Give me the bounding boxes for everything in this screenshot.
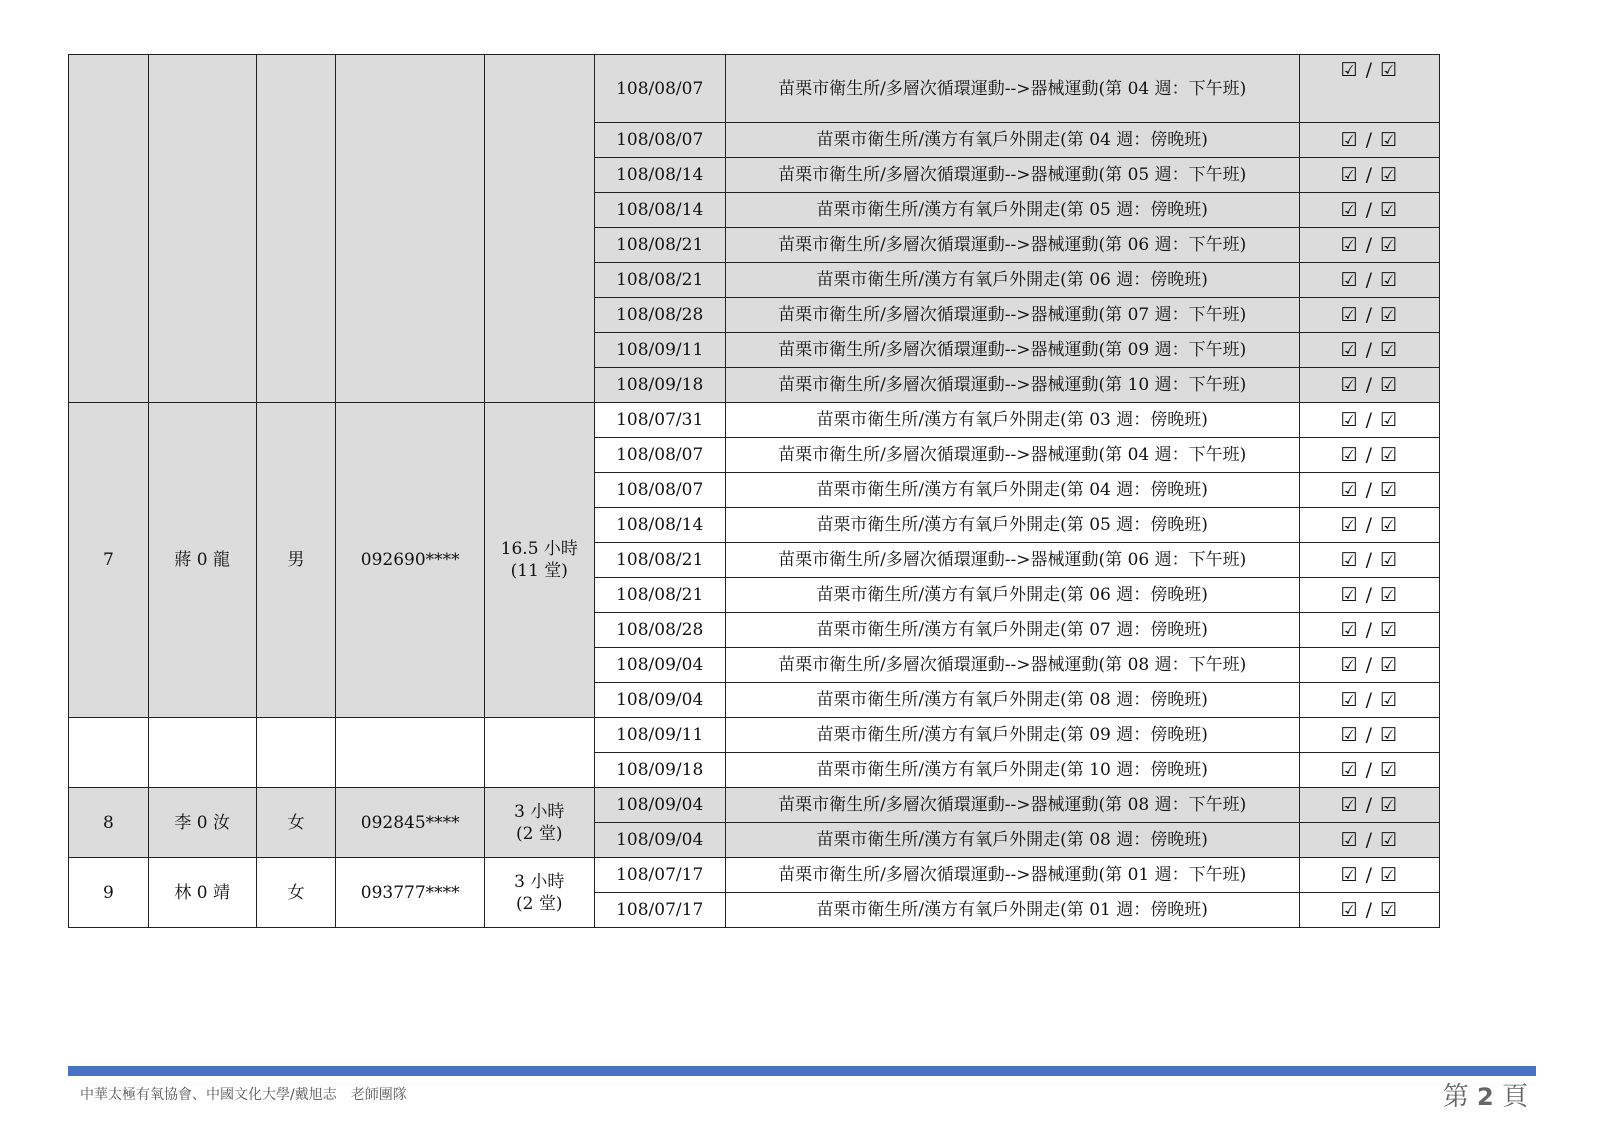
session-course: 苗栗市衛生所/漢方有氧戶外開走(第 06 週：傍晚班) (725, 263, 1299, 298)
attendance-check: ☑ / ☑ (1299, 508, 1439, 543)
attendance-check: ☑ / ☑ (1299, 858, 1439, 893)
session-date: 108/09/04 (594, 648, 725, 683)
participant-hours (484, 858, 594, 928)
attendance-check: ☑ / ☑ (1299, 158, 1439, 193)
session-course: 苗栗市衛生所/漢方有氧戶外開走(第 01 週：傍晚班) (725, 893, 1299, 928)
attendance-check: ☑ / ☑ (1299, 55, 1439, 123)
participant-name: 李 0 汝 (148, 788, 256, 858)
attendance-table (68, 54, 1440, 928)
session-date: 108/09/18 (594, 753, 725, 788)
attendance-check: ☑ / ☑ (1299, 683, 1439, 718)
session-course: 苗栗市衛生所/多層次循環運動-->器械運動(第 04 週：下午班) (725, 438, 1299, 473)
participant-gender: 男 (256, 403, 336, 718)
table-row (69, 55, 1440, 123)
table-row (69, 403, 1440, 438)
participant-gender: 女 (256, 858, 336, 928)
session-date: 108/08/21 (594, 228, 725, 263)
session-date: 108/08/14 (594, 158, 725, 193)
session-course: 苗栗市衛生所/多層次循環運動-->器械運動(第 04 週：下午班) (725, 55, 1299, 123)
attendance-check: ☑ / ☑ (1299, 403, 1439, 438)
participant-number: 8 (69, 788, 149, 858)
session-course: 苗栗市衛生所/漢方有氧戶外開走(第 06 週：傍晚班) (725, 578, 1299, 613)
session-course: 苗栗市衛生所/漢方有氧戶外開走(第 08 週：傍晚班) (725, 823, 1299, 858)
attendance-check: ☑ / ☑ (1299, 753, 1439, 788)
participant-phone: 092690**** (336, 403, 485, 718)
footer-bar (68, 1066, 1536, 1076)
session-date: 108/08/21 (594, 543, 725, 578)
session-course: 苗栗市衛生所/漢方有氧戶外開走(第 08 週：傍晚班) (725, 683, 1299, 718)
attendance-check: ☑ / ☑ (1299, 648, 1439, 683)
page-suffix: 頁 (1501, 1082, 1528, 1112)
session-date: 108/08/21 (594, 263, 725, 298)
table-row (69, 718, 1440, 753)
attendance-check: ☑ / ☑ (1299, 123, 1439, 158)
session-date: 108/09/04 (594, 823, 725, 858)
attendance-check: ☑ / ☑ (1299, 718, 1439, 753)
participant-number: 7 (69, 403, 149, 718)
participant-name: 蔣 0 龍 (148, 403, 256, 718)
session-course: 苗栗市衛生所/多層次循環運動-->器械運動(第 06 週：下午班) (725, 228, 1299, 263)
session-course: 苗栗市衛生所/漢方有氧戶外開走(第 07 週：傍晚班) (725, 613, 1299, 648)
hours-value: 3 小時 (514, 871, 565, 892)
session-course: 苗栗市衛生所/多層次循環運動-->器械運動(第 09 週：下午班) (725, 333, 1299, 368)
session-course: 苗栗市衛生所/多層次循環運動-->器械運動(第 10 週：下午班) (725, 368, 1299, 403)
session-date: 108/08/14 (594, 508, 725, 543)
session-date: 108/09/04 (594, 788, 725, 823)
session-date: 108/08/07 (594, 55, 725, 123)
session-course: 苗栗市衛生所/漢方有氧戶外開走(第 04 週：傍晚班) (725, 473, 1299, 508)
table-row (69, 858, 1440, 893)
session-date: 108/08/07 (594, 438, 725, 473)
sessions-value: (11 堂) (510, 561, 568, 581)
session-course: 苗栗市衛生所/漢方有氧戶外開走(第 03 週：傍晚班) (725, 403, 1299, 438)
session-date: 108/07/17 (594, 893, 725, 928)
attendance-check: ☑ / ☑ (1299, 543, 1439, 578)
page-prefix: 第 (1442, 1082, 1469, 1112)
participant-name: 林 0 靖 (148, 858, 256, 928)
session-course: 苗栗市衛生所/多層次循環運動-->器械運動(第 08 週：下午班) (725, 648, 1299, 683)
hours-value: 3 小時 (514, 801, 565, 822)
attendance-check: ☑ / ☑ (1299, 473, 1439, 508)
session-date: 108/08/14 (594, 193, 725, 228)
session-course: 苗栗市衛生所/漢方有氧戶外開走(第 09 週：傍晚班) (725, 718, 1299, 753)
attendance-check: ☑ / ☑ (1299, 193, 1439, 228)
attendance-check: ☑ / ☑ (1299, 578, 1439, 613)
session-course: 苗栗市衛生所/多層次循環運動-->器械運動(第 06 週：下午班) (725, 543, 1299, 578)
session-date: 108/08/21 (594, 578, 725, 613)
participant-number: 9 (69, 858, 149, 928)
session-date: 108/08/28 (594, 613, 725, 648)
session-course: 苗栗市衛生所/多層次循環運動-->器械運動(第 08 週：下午班) (725, 788, 1299, 823)
session-date: 108/08/07 (594, 123, 725, 158)
session-course: 苗栗市衛生所/漢方有氧戶外開走(第 04 週：傍晚班) (725, 123, 1299, 158)
participant-name (148, 718, 256, 788)
participant-hours (484, 403, 594, 718)
attendance-check: ☑ / ☑ (1299, 613, 1439, 648)
participant-number (69, 55, 149, 403)
session-date: 108/09/04 (594, 683, 725, 718)
participant-hours (484, 55, 594, 403)
participant-phone: 092845**** (336, 788, 485, 858)
participant-phone (336, 718, 485, 788)
attendance-check: ☑ / ☑ (1299, 788, 1439, 823)
attendance-check: ☑ / ☑ (1299, 298, 1439, 333)
session-course: 苗栗市衛生所/漢方有氧戶外開走(第 05 週：傍晚班) (725, 508, 1299, 543)
page-number (1443, 1076, 1528, 1113)
session-course: 苗栗市衛生所/多層次循環運動-->器械運動(第 07 週：下午班) (725, 298, 1299, 333)
session-date: 108/08/28 (594, 298, 725, 333)
attendance-check: ☑ / ☑ (1299, 333, 1439, 368)
session-course: 苗栗市衛生所/多層次循環運動-->器械運動(第 05 週：下午班) (725, 158, 1299, 193)
sessions-value: (2 堂) (516, 823, 563, 844)
session-date: 108/07/17 (594, 858, 725, 893)
participant-number (69, 718, 149, 788)
participant-gender: 女 (256, 788, 336, 858)
attendance-check: ☑ / ☑ (1299, 368, 1439, 403)
participant-name (148, 55, 256, 403)
session-course: 苗栗市衛生所/漢方有氧戶外開走(第 10 週：傍晚班) (725, 753, 1299, 788)
participant-phone (336, 55, 485, 403)
attendance-check: ☑ / ☑ (1299, 893, 1439, 928)
attendance-check: ☑ / ☑ (1299, 263, 1439, 298)
participant-gender (256, 55, 336, 403)
table-row (69, 788, 1440, 823)
participant-hours (484, 718, 594, 788)
attendance-check: ☑ / ☑ (1299, 438, 1439, 473)
footer-organization: 中華太極有氧協會、中國文化大學/戴旭志 老師團隊 (80, 1087, 407, 1103)
participant-hours (484, 788, 594, 858)
session-course: 苗栗市衛生所/多層次循環運動-->器械運動(第 01 週：下午班) (725, 858, 1299, 893)
participant-gender (256, 718, 336, 788)
session-date: 108/09/18 (594, 368, 725, 403)
attendance-check: ☑ / ☑ (1299, 823, 1439, 858)
session-date: 108/07/31 (594, 403, 725, 438)
session-date: 108/08/07 (594, 473, 725, 508)
participant-phone: 093777**** (336, 858, 485, 928)
session-date: 108/09/11 (594, 718, 725, 753)
attendance-check: ☑ / ☑ (1299, 228, 1439, 263)
sessions-value: (2 堂) (516, 893, 563, 914)
session-course: 苗栗市衛生所/漢方有氧戶外開走(第 05 週：傍晚班) (725, 193, 1299, 228)
page-number-value: 2 (1477, 1083, 1494, 1111)
hours-value: 16.5 小時 (500, 539, 578, 559)
session-date: 108/09/11 (594, 333, 725, 368)
